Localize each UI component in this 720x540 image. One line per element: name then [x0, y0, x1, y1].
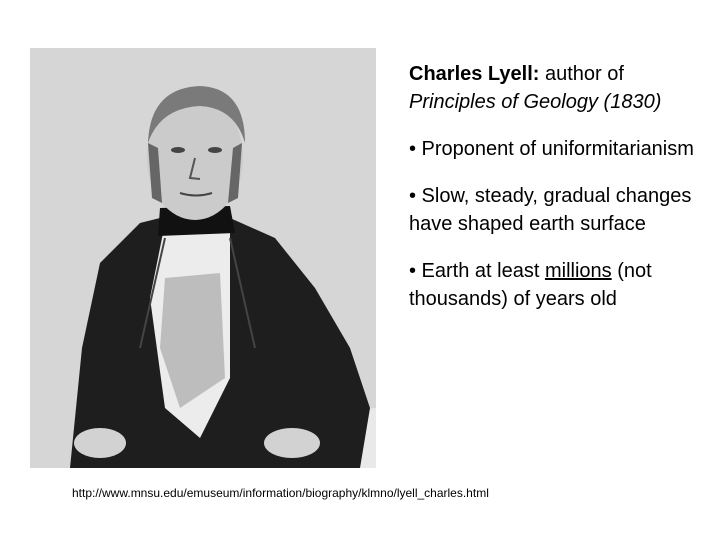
bullet-3 [409, 257, 699, 313]
portrait-image [30, 48, 376, 468]
slide-heading [409, 60, 699, 116]
heading-book: Principles of Geology (1830) [409, 91, 662, 113]
slide-text-column [409, 60, 699, 332]
bullet-3-emphasis: millions [544, 260, 612, 282]
bullet-2: • Slow, steady, gradual changes have shaped earth surface [409, 185, 692, 235]
bullet-3-before: • Earth at least [409, 260, 545, 282]
source-url[interactable]: http://www.mnsu.edu/emuseum/information/biography/klmno/lyell_charles.html [72, 486, 489, 500]
heading-name: Charles Lyell: [409, 63, 540, 85]
heading-rest: author of [539, 63, 624, 85]
bullet-1: • Proponent of uniformitarianism [409, 138, 694, 160]
bullet-3-after: (not thousands) of years old [409, 260, 652, 310]
portrait-engraving-icon [30, 48, 376, 468]
